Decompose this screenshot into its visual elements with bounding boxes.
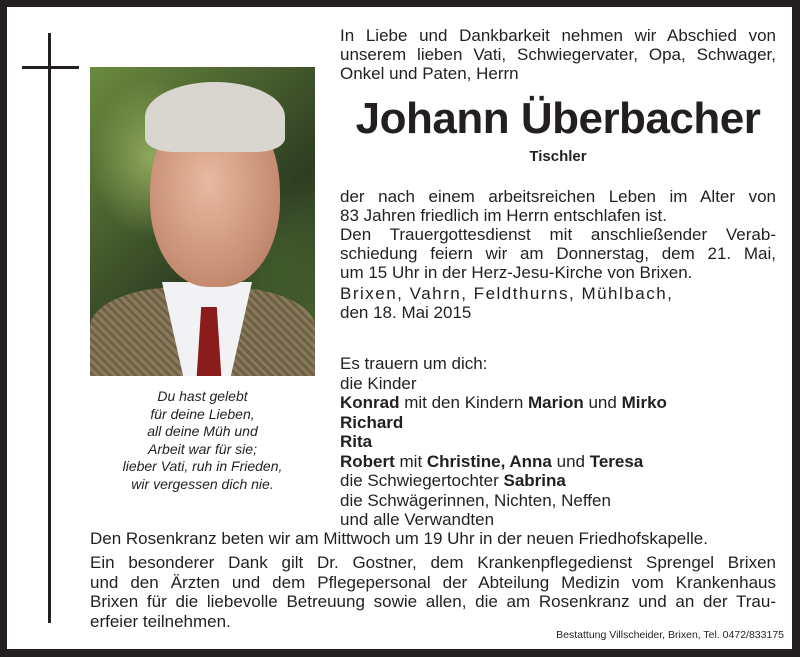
- date: den 18. Mai 2015: [340, 303, 472, 322]
- place: Brixen, Vahrn, Feldthurns, Mühlbach,: [340, 284, 674, 303]
- text-line: erfeier teilnehmen.: [90, 611, 231, 631]
- memorial-poem: [90, 388, 315, 493]
- poem-line: all deine Müh und: [147, 423, 258, 439]
- text-line: In Liebe und Dankbarkeit nehmen wir Abschied von: [340, 26, 776, 45]
- text-line: unserem lieben Vati, Schwiegervater, Opa, Schwager,: [340, 45, 776, 64]
- mourner-name: Teresa: [589, 451, 644, 471]
- cross-icon: [48, 33, 51, 623]
- mourner-line: die Kinder: [340, 373, 417, 393]
- thanks-text: [90, 553, 776, 631]
- profession: Tischler: [529, 148, 587, 165]
- text: mit: [394, 451, 427, 471]
- text-line: Den Trauergottesdienst mit anschließender Verab-: [340, 225, 776, 244]
- mourner-name: Robert: [340, 451, 395, 471]
- rosary-info: Den Rosenkranz beten wir am Mittwoch um 19 Uhr in der neuen Friedhofskapelle.: [90, 529, 708, 548]
- text-line: Ein besonderer Dank gilt Dr. Gostner, dem Krankenpflegedienst Sprengel Brixen: [90, 553, 776, 572]
- mourners-list: [340, 354, 776, 530]
- poem-line: lieber Vati, ruh in Frieden,: [122, 458, 283, 474]
- text-line: und den Ärzten und dem Pflegepersonal der Abteilung Medizin vom Krankenhaus: [90, 572, 776, 592]
- text-line: schiedung feiern wir am Donnerstag, dem 21. Mai,: [340, 244, 776, 263]
- mourner-name: Christine, Anna: [426, 451, 552, 471]
- mourner-name: Sabrina: [503, 471, 566, 490]
- text: und: [551, 451, 590, 471]
- mourner-line: und alle Verwandten: [340, 510, 495, 529]
- poem-line: für deine Lieben,: [150, 405, 255, 422]
- text-line: der nach einem arbeitsreichen Leben im Alter von: [340, 187, 776, 206]
- intro-text: [340, 26, 776, 83]
- mourner-name: Marion: [528, 393, 584, 412]
- place-date: [340, 284, 776, 322]
- mourner-line: [340, 413, 776, 433]
- text-line: um 15 Uhr in der Herz-Jesu-Kirche von Brixen.: [340, 263, 693, 282]
- mourner-line: [340, 452, 776, 472]
- funeral-info: [340, 187, 776, 282]
- mourner-line: [340, 393, 776, 413]
- mourner-name: Konrad: [340, 393, 400, 412]
- text: und: [583, 393, 622, 412]
- mourner-name: Rita: [340, 432, 373, 451]
- mourners-heading: Es trauern um dich:: [340, 354, 488, 373]
- deceased-name: Johann Überbacher: [355, 94, 761, 143]
- cross-icon-bar: [22, 66, 79, 69]
- portrait-photo: [90, 67, 315, 376]
- text-line: Onkel und Paten, Herrn: [340, 64, 519, 83]
- mourner-name: Mirko: [621, 393, 667, 412]
- text: die Schwiegertochter: [340, 471, 504, 490]
- funeral-home-credit: Bestattung Villscheider, Brixen, Tel. 0472/833175: [556, 629, 784, 641]
- poem-line: wir vergessen dich nie.: [131, 475, 274, 492]
- poem-line: Du hast gelebt: [157, 388, 248, 404]
- mourner-line: die Schwägerinnen, Nichten, Neffen: [340, 490, 611, 510]
- mourner-name: Richard: [340, 412, 404, 432]
- poem-line: Arbeit war für sie;: [148, 440, 257, 457]
- text-line: Brixen für die liebevolle Betreuung sowie allen, die am Rosenkranz und an der Trau-: [90, 592, 776, 611]
- mourner-line: [340, 471, 776, 491]
- mourner-line: [340, 432, 776, 452]
- text-line: 83 Jahren friedlich im Herrn entschlafen ist.: [340, 206, 667, 225]
- text: mit den Kindern: [399, 393, 529, 412]
